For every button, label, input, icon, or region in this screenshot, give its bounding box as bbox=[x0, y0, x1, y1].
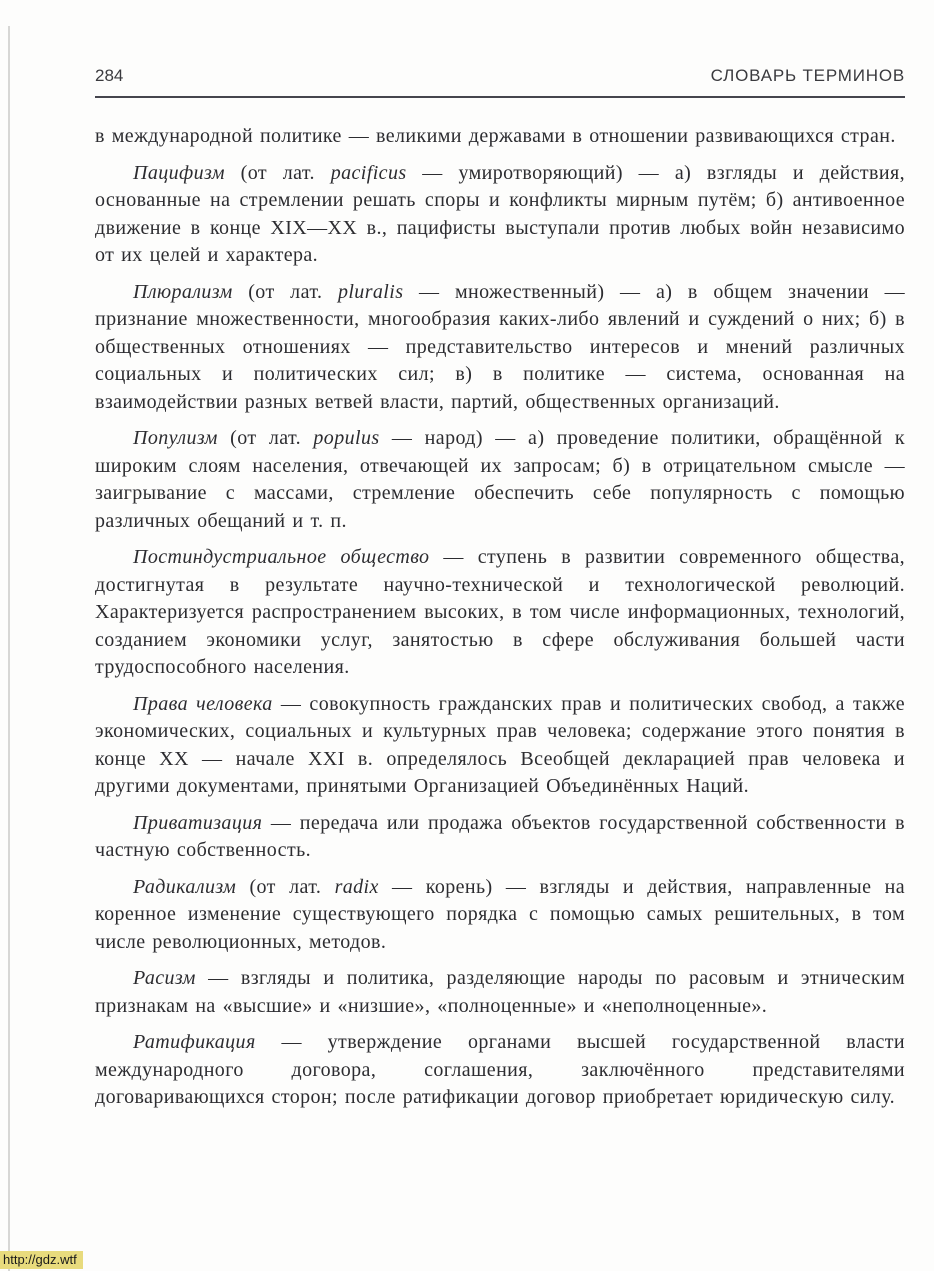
running-header bbox=[95, 66, 905, 86]
term: Приватизация bbox=[133, 811, 263, 834]
glossary-entry-privatizaciya bbox=[95, 810, 905, 865]
definition: — народ) — а) проведение политики, обращённой к широким слоям населения, отвечающей их запросам; б) в отрицательном смысле — заигрывание с массами, стремление обеспечить себе популярность с помощью различных обещаний и т. п. bbox=[95, 427, 905, 532]
term: Ратификация bbox=[133, 1031, 256, 1053]
latin-term: pacificus bbox=[330, 161, 407, 184]
definition: — передача или продажа объектов государственной собственности в частную собственность. bbox=[95, 811, 905, 861]
latin-term: pluralis bbox=[337, 280, 404, 303]
term-origin: (от лат. bbox=[224, 161, 331, 184]
glossary-entry-postindustrialnoe bbox=[95, 544, 905, 682]
watermark-url: http://gdz.wtf bbox=[0, 1251, 83, 1269]
definition: — умиротворяющий) — а) взгляды и действия, основанные на стремлении решать споры и конфликты мирным путём; б) антивоенное движение в конце XIX—XX в., пацифисты выступали против любых войн независимо от их целей и характера. bbox=[95, 161, 905, 266]
running-head-title: СЛОВАРЬ ТЕРМИНОВ bbox=[710, 66, 905, 85]
glossary-entry-plyuralizm bbox=[95, 279, 905, 417]
definition: — корень) — взгляды и действия, направленные на коренное изменение существующего порядка с помощью самых решительных, в том числе революционных, методов. bbox=[95, 875, 906, 953]
term: Пацифизм bbox=[133, 161, 225, 184]
glossary-entry-populizm bbox=[95, 425, 905, 535]
definition: в международной политике — великими державами в отношении развивающихся стран. bbox=[95, 125, 896, 147]
definition: — совокупность гражданских прав и политических свобод, а также экономических, социальных и культурных прав человека; содержание этого понятия в конце XX — начале XXI в. определялось Всеобщей декларацией прав человека и другими документами, принятыми Организацией Объединённых Наций. bbox=[95, 692, 905, 797]
glossary-entry-radikalizm bbox=[95, 874, 905, 957]
term: Радикализм bbox=[133, 875, 237, 898]
glossary-entry-rasizm bbox=[95, 965, 905, 1020]
term-origin: (от лат. bbox=[236, 875, 335, 898]
glossary-entry-pacifizm bbox=[95, 160, 905, 270]
header-rule bbox=[95, 96, 905, 98]
term-origin: (от лат. bbox=[232, 280, 338, 303]
term: Плюрализм bbox=[133, 280, 233, 303]
term: Постиндустриальное общество bbox=[133, 546, 430, 568]
glossary-text bbox=[95, 123, 905, 1112]
term: Расизм bbox=[133, 967, 196, 989]
page-edge-line bbox=[8, 26, 10, 1271]
definition: — утверждение органами высшей государственной власти международного договора, соглашения, заключённого представителями договаривающихся сторон; после ратификации договор приобретает юридическую силу. bbox=[95, 1031, 905, 1108]
latin-term: populus bbox=[313, 427, 380, 449]
glossary-entry-ratifikaciya bbox=[95, 1029, 905, 1112]
definition: — ступень в развитии современного общества, достигнутая в результате научно-технической и технологической революций. Характеризуется распространением высоких, в том числе информационных, технологий, созданием экономики услуг, занятостью в сфере обслуживания большей части трудоспособного населения. bbox=[95, 546, 905, 678]
definition: — множественный) — а) в общем значении — признание множественности, многообразия каких-либо явлений и суждений о них; б) в общественных отношениях — представительство интересов и мнений различных социальных и политических сил; в) в политике — система, основанная на взаимодействии разных ветвей власти, партий, общественных организаций. bbox=[95, 280, 905, 413]
definition: — взгляды и политика, разделяющие народы по расовым и этническим признакам на «высшие» и «низшие», «полноценные» и «неполноценные». bbox=[95, 967, 905, 1017]
term: Популизм bbox=[133, 427, 218, 449]
term: Права человека bbox=[133, 692, 273, 715]
glossary-entry-prava-cheloveka bbox=[95, 691, 905, 801]
term-origin: (от лат. bbox=[217, 427, 314, 449]
page-number: 284 bbox=[95, 66, 124, 85]
latin-term: radix bbox=[334, 875, 379, 898]
continuation-paragraph bbox=[95, 123, 905, 151]
book-page bbox=[95, 66, 905, 1121]
